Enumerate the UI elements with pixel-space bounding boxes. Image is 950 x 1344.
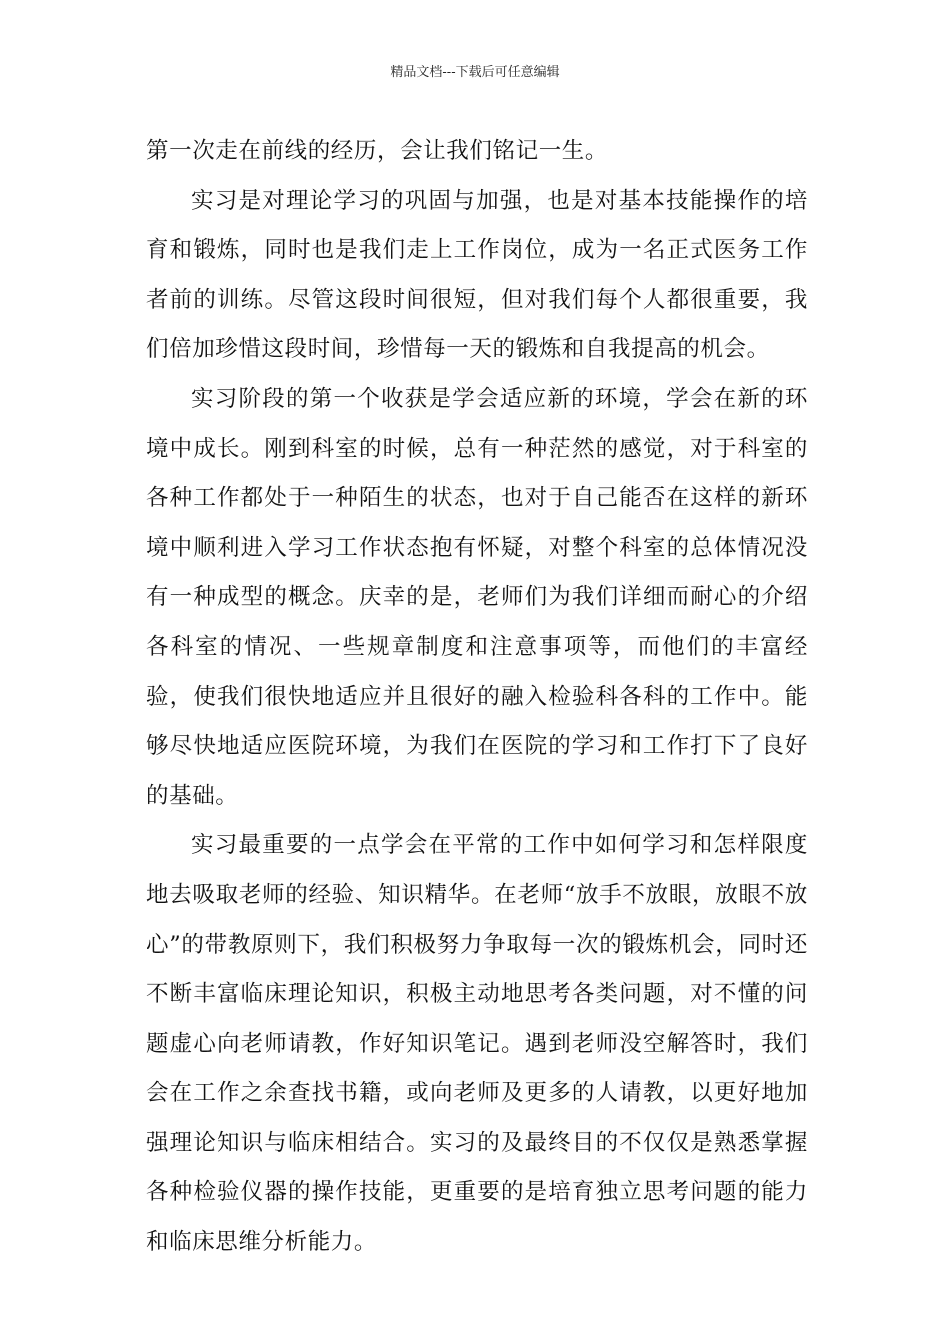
- paragraph-2: 实习是对理论学习的巩固与加强，也是对基本技能操作的培育和锻炼，同时也是我们走上工作岗位，成为一名正式医务工作者前的训练。尽管这段时间很短，但对我们每个人都很重要，我们倍加珍惜这段时间，珍惜每一天的锻炼和自我提高的机会。: [146, 187, 808, 363]
- document-body: [146, 127, 808, 1268]
- paragraph-3: 实习阶段的第一个收获是学会适应新的环境，学会在新的环境中成长。刚到科室的时候，总有一种茫然的感觉，对于科室的各种工作都处于一种陌生的状态，也对于自己能否在这样的新环境中顺利进入学习工作状态抱有怀疑，对整个科室的总体情况没有一种成型的概念。庆幸的是，老师们为我们详细而耐心的介绍各科室的情况、一些规章制度和注意事项等，而他们的丰富经验，使我们很快地适应并且很好的融入检验科各科的工作中。能够尽快地适应医院环境，为我们在医院的学习和工作打下了良好的基础。: [146, 385, 808, 809]
- paragraph-1: 第一次走在前线的经历，会让我们铭记一生。: [146, 138, 609, 164]
- page-header: 精品文档---下载后可任意编辑: [390, 65, 560, 80]
- paragraph-4: 实习最重要的一点学会在平常的工作中如何学习和怎样限度地去吸取老师的经验、知识精华。在老师“放手不放眼，放眼不放心”的带教原则下，我们积极努力争取每一次的锻炼机会，同时还不断丰富临床理论知识，积极主动地思考各类问题，对不懂的问题虚心向老师请教，作好知识笔记。遇到老师没空解答时，我们会在工作之余查找书籍，或向老师及更多的人请教，以更好地加强理论知识与临床相结合。实习的及最终目的不仅仅是熟悉掌握各种检验仪器的操作技能，更重要的是培育独立思考问题的能力和临床思维分析能力。: [146, 832, 808, 1256]
